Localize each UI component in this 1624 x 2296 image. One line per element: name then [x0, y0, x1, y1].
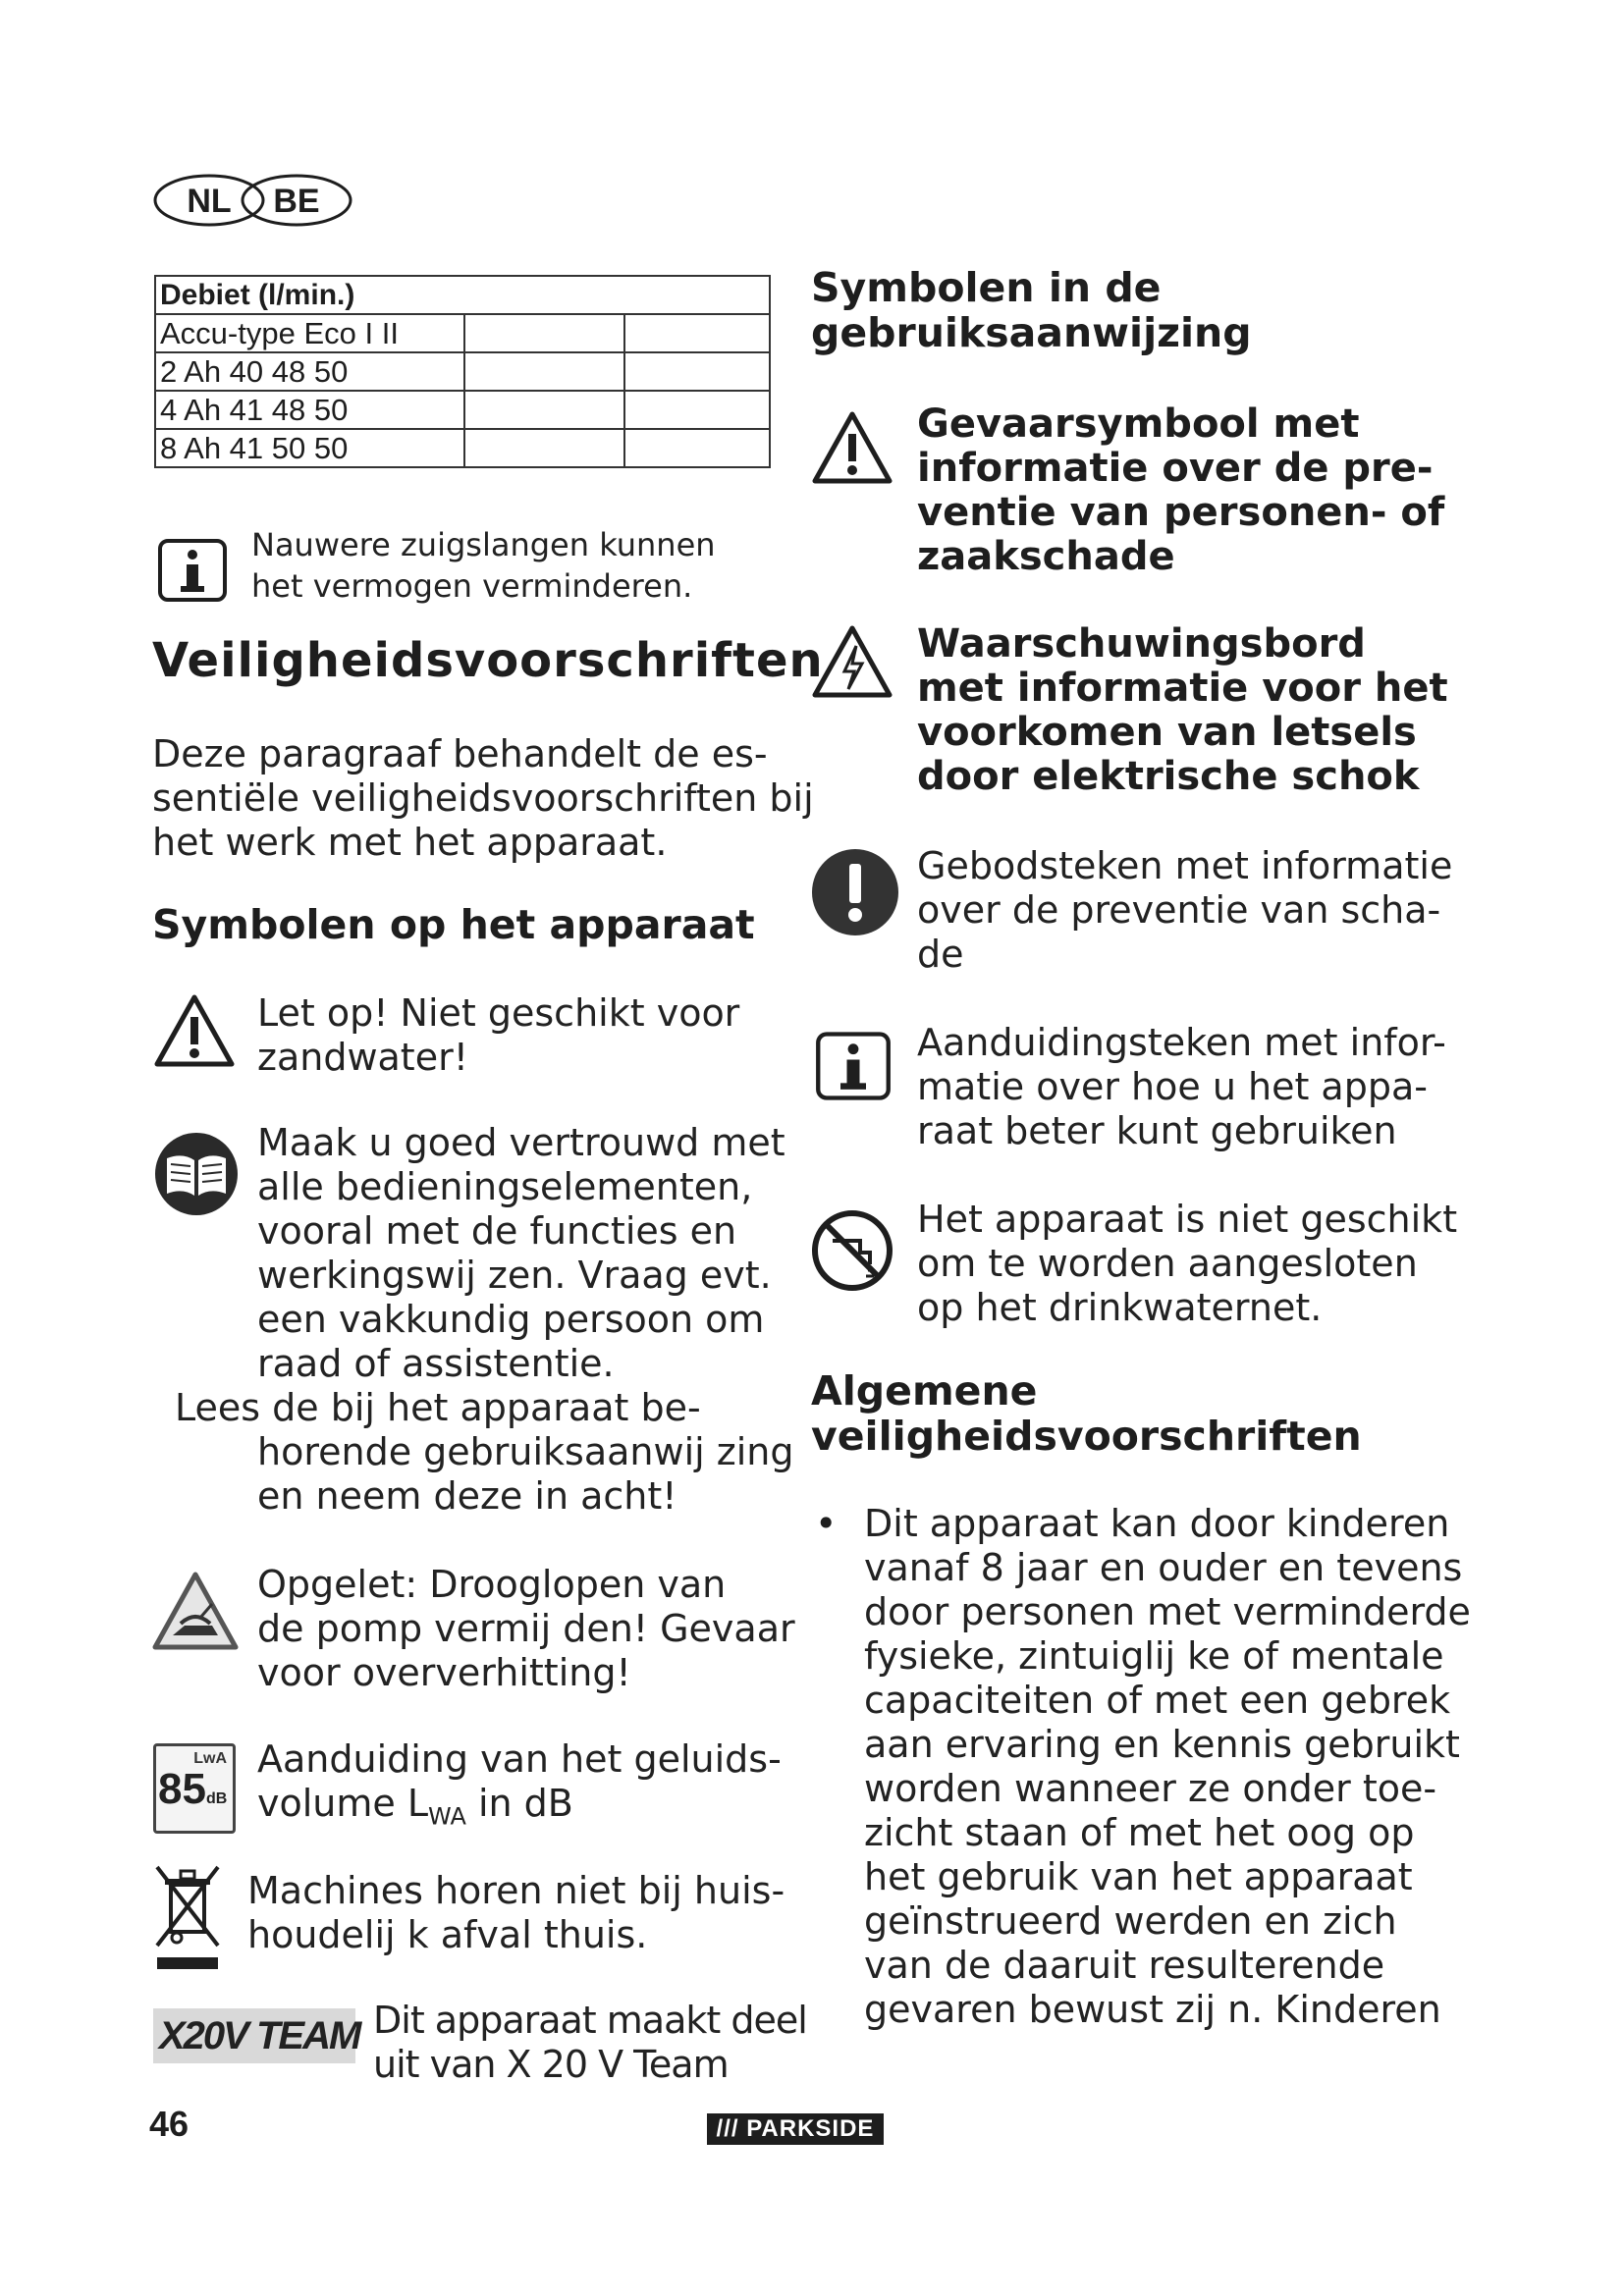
- noise-badge-value: 85: [158, 1765, 206, 1813]
- text-line: een vakkundig persoon om: [257, 1298, 765, 1341]
- noise-level-badge: [153, 1743, 236, 1834]
- crossed-bin-icon: [153, 1863, 224, 1973]
- text-line: worden wanneer ze onder toe-: [864, 1767, 1437, 1810]
- info-text: [917, 1021, 1446, 1153]
- text-line: horende gebruiksaanwij zing: [257, 1430, 794, 1473]
- warning-icon: [153, 993, 236, 1068]
- info-sign-icon: [815, 1031, 892, 1101]
- text-line: vooral met de functies en: [257, 1209, 737, 1253]
- electric-shock-icon: [811, 624, 893, 699]
- sym-manual-text: [257, 1121, 785, 1386]
- text-line: zandwater!: [257, 1036, 468, 1079]
- text-line: Aanduidingsteken met infor-: [917, 1021, 1446, 1064]
- heading-line: Algemene: [811, 1367, 1038, 1415]
- text-line: gevaren bewust zij n. Kinderen: [864, 1988, 1441, 2031]
- table-row: [155, 391, 770, 429]
- sym-weee-text: [247, 1869, 785, 1957]
- text-line: uit van X 20 V Team: [373, 2043, 729, 2086]
- table-cell: 4 Ah 41 48 50: [155, 391, 464, 429]
- text-line: over de preventie van scha-: [917, 888, 1441, 932]
- table-cell: [624, 314, 770, 352]
- text-line: informatie over de pre-: [917, 446, 1434, 491]
- table-cell: [624, 429, 770, 467]
- paragraph-line: het werk met het apparaat.: [152, 821, 668, 864]
- table-cell: [464, 314, 624, 352]
- table-title: Debiet (l/min.): [155, 276, 770, 314]
- no-drinking-text: [917, 1198, 1457, 1330]
- text-line: Het apparaat is niet geschikt: [917, 1198, 1458, 1241]
- text-line: Aanduiding van het geluids-: [257, 1737, 782, 1781]
- safety-paragraph: [152, 732, 814, 865]
- text-line: aan ervaring en kennis gebruikt: [864, 1723, 1460, 1766]
- noise-badge-unit: dB: [205, 1790, 228, 1807]
- x20v-team-logo: X20V TEAM: [153, 2008, 355, 2063]
- text-line: raat beter kunt gebruiken: [917, 1109, 1397, 1152]
- heading-line: gebruiksaanwijzing: [811, 309, 1252, 356]
- table-cell: 8 Ah 41 50 50: [155, 429, 464, 467]
- text-line: het gebruik van het apparaat: [864, 1855, 1413, 1898]
- text-line: met informatie voor het: [917, 666, 1448, 711]
- text-line: fysieke, zintuiglij ke of mentale: [864, 1634, 1444, 1678]
- text-span: in dB: [465, 1782, 573, 1825]
- language-badge-ovals: [152, 173, 353, 228]
- sym-manual-text-2: [175, 1386, 794, 1519]
- info-note: [251, 524, 716, 607]
- table-cell: Accu-type Eco I II: [155, 314, 464, 352]
- text-line: Let op! Niet geschikt voor: [257, 991, 740, 1035]
- paragraph-line: sentiële veiligheidsvoorschriften bij: [152, 776, 814, 820]
- heading-line: Symbolen in de: [811, 264, 1162, 311]
- paragraph-line: Deze paragraaf behandelt de es-: [152, 732, 768, 775]
- text-line: capaciteiten of met een gebrek: [864, 1679, 1451, 1722]
- text-line: voorkomen van letsels: [917, 710, 1417, 755]
- danger-text: [917, 402, 1444, 579]
- page-number: 46: [149, 2104, 189, 2144]
- table-row: [155, 352, 770, 391]
- table-cell: [464, 429, 624, 467]
- text-line: Waarschuwingsbord: [917, 621, 1366, 667]
- text-line: de pomp vermij den! Gevaar: [257, 1607, 795, 1650]
- symbols-device-heading: Symbolen op het apparaat: [152, 901, 755, 948]
- read-manual-icon: [153, 1131, 240, 1217]
- safety-heading: Veiligheidsvoorschriften: [152, 633, 824, 688]
- table-row: [155, 429, 770, 467]
- info-note-line: Nauwere zuigslangen kunnen: [251, 526, 716, 563]
- table-row: [155, 314, 770, 352]
- text-line: werkingswij zen. Vraag evt.: [257, 1254, 772, 1297]
- table-cell: [624, 391, 770, 429]
- text-line: Gebodsteken met informatie: [917, 844, 1453, 887]
- text-line: Opgelet: Drooglopen van: [257, 1563, 727, 1606]
- sym-sand-text: [257, 991, 739, 1080]
- text-line: zaakschade: [917, 534, 1175, 579]
- text-line: matie over hoe u het appa-: [917, 1065, 1428, 1108]
- text-line: door personen met verminderde: [864, 1590, 1471, 1633]
- text-line: Lees de bij het apparaat be-: [175, 1386, 701, 1429]
- electric-text: [917, 622, 1448, 799]
- text-line: Gevaarsymbool met: [917, 401, 1360, 447]
- dry-running-warning-icon: [151, 1571, 240, 1651]
- text-line: Maak u goed vertrouwd met: [257, 1121, 785, 1164]
- text-line: geïnstrueerd werden en zich: [864, 1899, 1397, 1943]
- text-line: ventie van personen- of: [917, 490, 1445, 535]
- sym-x20-text: [373, 1999, 807, 2087]
- table-cell: 2 Ah 40 48 50: [155, 352, 464, 391]
- danger-warning-icon: [811, 410, 893, 485]
- text-line: alle bedieningselementen,: [257, 1165, 753, 1208]
- text-line: Dit apparaat maakt deel: [373, 1999, 807, 2042]
- table-header-row: [155, 276, 770, 314]
- general-bullet-text: [864, 1502, 1471, 2032]
- no-drinking-water-icon: [811, 1209, 893, 1292]
- text-line: op het drinkwaternet.: [917, 1286, 1323, 1329]
- bullet-icon: •: [815, 1502, 838, 1545]
- text-line: Dit apparaat kan door kinderen: [864, 1502, 1450, 1545]
- text-line: om te worden aangesloten: [917, 1242, 1418, 1285]
- general-safety-heading: [811, 1368, 1362, 1459]
- table-cell: [464, 352, 624, 391]
- text-line: de: [917, 933, 964, 976]
- lang-nl: NL: [187, 183, 232, 220]
- table-cell: [464, 391, 624, 429]
- mandatory-text: [917, 844, 1452, 977]
- debiet-table: [154, 275, 771, 468]
- text-line: van de daaruit resulterende: [864, 1944, 1385, 1987]
- text-line: raad of assistentie.: [257, 1342, 615, 1385]
- text-span: volume L: [257, 1782, 429, 1825]
- text-line: Machines horen niet bij huis-: [247, 1869, 785, 1912]
- sym-dry-text: [257, 1563, 795, 1695]
- table-cell: [624, 352, 770, 391]
- subscript: WA: [428, 1802, 466, 1831]
- info-icon: [157, 538, 228, 603]
- language-badge: [152, 173, 353, 228]
- lang-be: BE: [273, 183, 320, 220]
- info-note-line: het vermogen verminderen.: [251, 567, 693, 605]
- text-line: voor oververhitting!: [257, 1651, 631, 1694]
- text-line: houdelij k afval thuis.: [247, 1913, 648, 1956]
- text-line: [257, 1782, 782, 1840]
- text-line: door elektrische schok: [917, 754, 1420, 799]
- text-line: zicht staan of met het oog op: [864, 1811, 1415, 1854]
- text-line: en neem deze in acht!: [257, 1474, 677, 1518]
- heading-line: veiligheidsvoorschriften: [811, 1413, 1362, 1460]
- mandatory-sign-icon: [811, 848, 899, 936]
- sym-noise-text: [257, 1737, 782, 1840]
- symbols-manual-heading: [811, 265, 1252, 355]
- parkside-logo: /// PARKSIDE: [707, 2113, 884, 2145]
- text-line: vanaf 8 jaar en ouder en tevens: [864, 1546, 1463, 1589]
- noise-badge-top: LwA: [193, 1750, 227, 1767]
